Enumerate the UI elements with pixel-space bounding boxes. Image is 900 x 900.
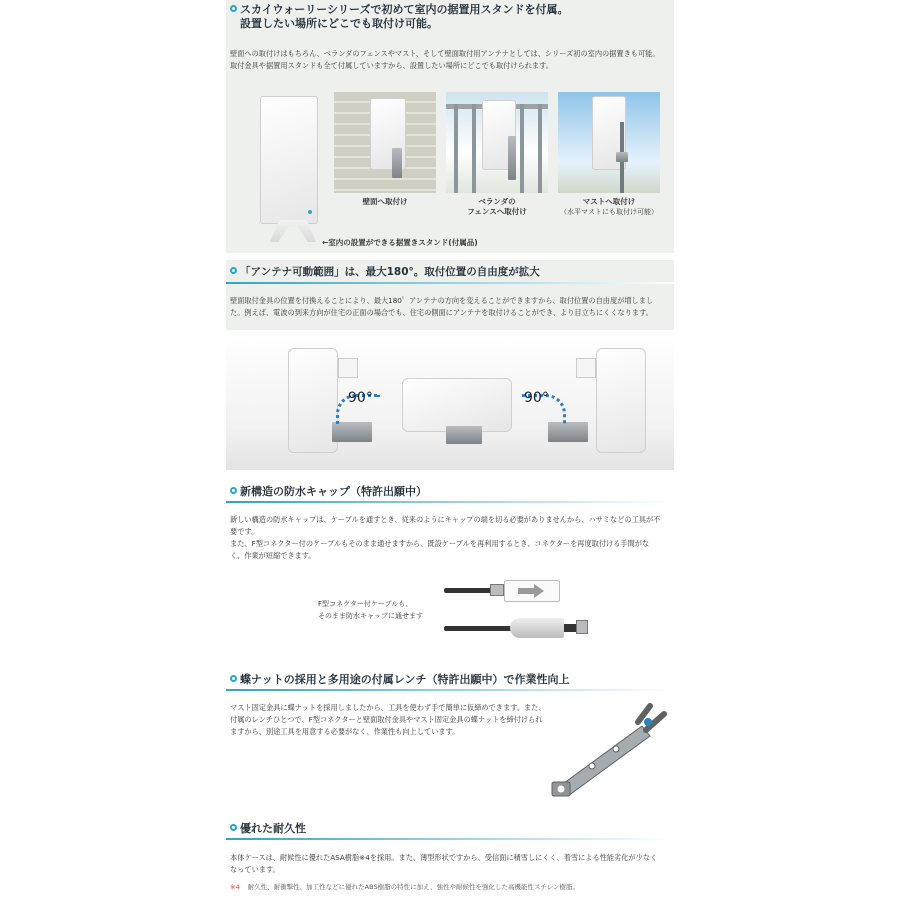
section-durability-title: 優れた耐久性 xyxy=(230,822,670,836)
section-rotation-title: 「アンテナ可動範囲」は、最大180°。取付位置の自由度が拡大 xyxy=(230,265,670,279)
waterproof-diagram-label: F型コネクター付ケーブルも、 そのまま防水キャップに通せます xyxy=(318,600,423,620)
circle-bullet-icon xyxy=(230,5,237,12)
stand-caption: ←室内の設置ができる据置きスタンド(付属品) xyxy=(322,238,478,247)
section-wrench-title: 蝶ナットの採用と多用途の付属レンチ（特許出願中）で作業性向上 xyxy=(230,673,670,687)
wall-mount-caption: 壁面へ取付け xyxy=(362,197,408,206)
section-divider xyxy=(226,282,674,284)
product-description-column xyxy=(226,0,674,900)
antenna-with-stand-image xyxy=(256,92,330,252)
section-waterproof-body: 新しい構造の防水キャップは、ケーブルを通すとき、従来のようにキャップの端を切る必要がありませんから、ハサミなどの工具が不 要です。 また、F型コネクター付のケーブルもそのまま通せますから、既設ケーブルを再利用するとき、コネクターを再度取付ける手間がな く、作業が短縮できます。 xyxy=(230,515,661,560)
angle-label-left: 90° xyxy=(348,390,373,406)
circle-bullet-icon xyxy=(230,824,237,831)
wrench-icon xyxy=(546,700,670,804)
section-waterproof-title: 新構造の防水キャップ（特許出願中） xyxy=(230,485,670,499)
durability-footnote xyxy=(230,882,670,892)
section-divider xyxy=(226,501,674,503)
section-durability-body: 本体ケースは、耐候性に優れたASA樹脂※4を採用。また、薄型形状ですから、受信面に積雪しにくく、着雪による性能劣化が少なく なっています。 xyxy=(230,853,658,874)
section-divider xyxy=(226,838,674,840)
circle-bullet-icon xyxy=(230,267,237,274)
mast-mount-caption: マストへ取付け （水平マストにも取付け可能） xyxy=(560,197,658,216)
rotation-range-image xyxy=(226,330,674,470)
fence-mount-photo xyxy=(446,92,548,193)
wrench-image xyxy=(546,700,670,804)
section-mounting-title: スカイウォーリーシリーズで初めて室内の据置用スタンドを付属。 設置したい場所にどこでも取付け可能。 xyxy=(230,3,670,31)
section-divider xyxy=(226,689,674,691)
mast-mount-photo xyxy=(558,92,660,193)
section-mounting-body: 壁面への取付けはもちろん、ベランダのフェンスやマスト、そして壁面取付用アンテナとしては、シリーズ初の室内の据置きも可能。 取付金具や据置用スタンドも全て付属していますから、設置したい場所にどこでも取付けられます。 xyxy=(230,49,660,70)
footnote-mark: ※4 xyxy=(230,883,240,891)
wall-mount-photo xyxy=(334,92,436,193)
angle-label-right: 90° xyxy=(524,390,549,406)
section-wrench-body: マスト固定金具に蝶ナットを採用しましたから、工具を使わず手で簡単に仮締めできます。また、 付属のレンチひとつで、F型コネクターと壁面取付金具やマスト固定金具の蝶ナットを締付けられ ますから、別途工具を用意する必要がなく、作業性も向上しています。 xyxy=(230,703,546,736)
section-rotation-body: 壁面取付金具の位置を付換えることにより、最大180゜アンテナの方向を変えることができますから、取付位置の自由度が増しまし た。例えば、電波の到来方向が住宅の正面の場合でも、住宅の側面にアンテナを取付けることができ、より目立ちにくくなります。 xyxy=(230,296,654,317)
circle-bullet-icon xyxy=(230,675,237,682)
circle-bullet-icon xyxy=(230,487,237,494)
footnote-text: 耐久性、耐衝撃性、加工性などに優れたABS樹脂の特性に加え、強性や耐候性を強化した高機能性スチレン樹脂。 xyxy=(247,883,580,891)
waterproof-cap-diagram xyxy=(440,580,590,650)
fence-mount-caption: ベランダの フェンスへ取付け xyxy=(467,197,527,216)
